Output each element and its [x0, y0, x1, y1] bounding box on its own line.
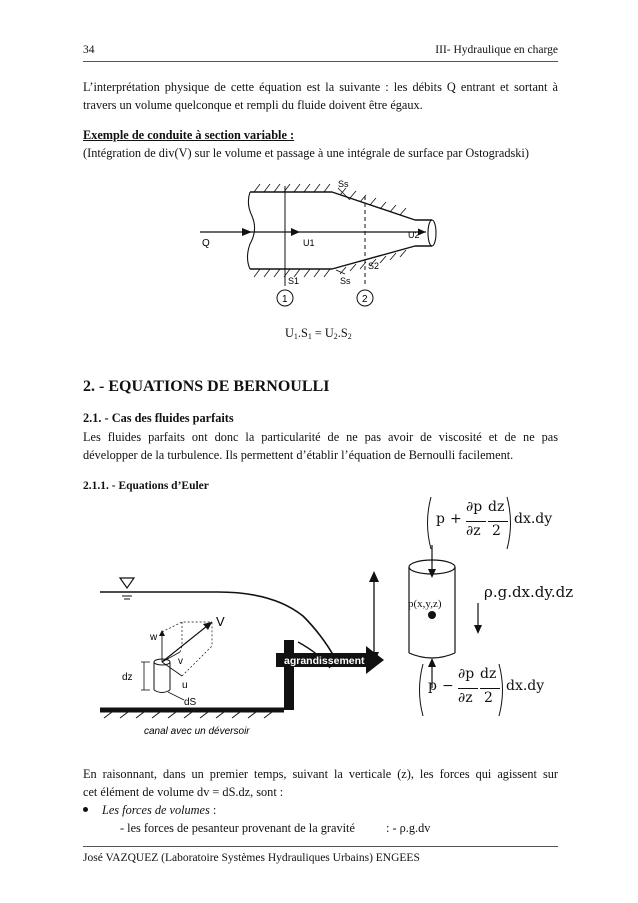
top-formula-p: p — [436, 511, 445, 527]
bottom-formula-bar-1 — [458, 688, 478, 689]
big-v-label: V — [216, 614, 225, 629]
element-bottom — [154, 690, 170, 693]
intro-line-2: travers un volume quelconque et rempli du fluide doivent être égaux. — [83, 98, 423, 112]
chapter-title: III- Hydraulique en charge — [435, 44, 558, 56]
bullet-dot — [83, 807, 88, 812]
top-formula-bar-1 — [466, 521, 486, 522]
free-surface-triangle — [120, 578, 134, 588]
s2-label: S2 — [368, 261, 380, 271]
u1-label: U1 — [303, 238, 315, 248]
bottom-formula-two: 2 — [484, 690, 493, 706]
dz-label: dz — [122, 672, 133, 683]
top-formula-dz-den: ∂z — [466, 523, 481, 539]
w-arrowhead — [159, 630, 165, 636]
q-label: Q — [202, 238, 210, 249]
u1-arrowhead — [291, 228, 300, 236]
example-subtitle: (Intégration de div(V) sur le volume et passage à une intégrale de surface par Ostogradski) — [83, 146, 529, 160]
v-label: v — [178, 656, 183, 667]
w-label: w — [150, 632, 158, 643]
bottom-formula-op: − — [442, 678, 454, 694]
zoom-label: agrandissement — [284, 655, 365, 667]
ds-leader — [168, 692, 184, 700]
ds-label: dS — [184, 697, 197, 708]
weight-label: ρ.g.dx.dy.dz — [484, 583, 574, 601]
pipe-converging-top — [332, 192, 415, 220]
section-2-1-1-title: 2.1.1. - Equations d’Euler — [83, 480, 209, 492]
ss-bottom-label: Ss — [340, 276, 351, 286]
u2-label: U2 — [408, 230, 420, 240]
canal-caption: canal avec un déversoir — [144, 726, 250, 737]
sub-item: - les forces de pesanteur provenant de la gravité — [120, 821, 355, 835]
center-label: p(x,y,z) — [408, 598, 442, 610]
s1-label: S1 — [288, 276, 300, 286]
bottom-formula-tail: dx.dy — [506, 678, 545, 694]
ss-top-label: Ss — [338, 179, 349, 189]
reasoning-line-1: En raisonnant, dans un premier temps, suivant la verticale (z), les forces qui agissent sur — [83, 767, 558, 781]
section-2-1-line-2: développer de la turbulence. Ils permettent d’établir l’équation de Bernoulli facilement. — [83, 448, 514, 462]
page-number: 34 — [83, 44, 95, 56]
section-2-title: 2. - EQUATIONS DE BERNOULLI — [83, 378, 330, 395]
vertical-double-arrow — [366, 570, 382, 664]
bottom-formula-p: p — [428, 678, 437, 694]
bullet-item — [83, 802, 216, 820]
bottom-formula-dz: dz — [480, 666, 497, 682]
top-formula-paren-right — [506, 495, 514, 551]
section-2-1-title: 2.1. - Cas des fluides parfaits — [83, 411, 234, 425]
bottom-formula-dp: ∂p — [458, 666, 475, 682]
top-formula-tail: dx.dy — [514, 511, 553, 527]
bottom-pressure-formula — [416, 662, 556, 718]
formula-u2: U — [324, 326, 334, 340]
hatch-top-left — [254, 184, 330, 192]
center-point — [428, 611, 436, 619]
water-surface-curve — [218, 592, 336, 660]
formula-s1-sub: 1 — [307, 332, 312, 341]
hatch-converging-top — [340, 188, 406, 215]
flow-arrowhead — [242, 228, 252, 236]
pipe-outlet — [428, 220, 436, 246]
header-rule — [83, 61, 558, 62]
footer-rule — [83, 846, 558, 847]
bullet-text: Les forces de volumes — [102, 803, 210, 817]
bottom-formula-bar-2 — [480, 688, 500, 689]
bottom-formula-paren-right — [498, 662, 506, 718]
sub-item-value: : - ρ.g.dv — [386, 821, 431, 835]
formula-u2-sub: 2 — [333, 332, 338, 341]
section-1-number: 1 — [282, 294, 288, 305]
u-label: u — [182, 680, 188, 691]
top-pressure-formula — [424, 495, 564, 551]
weir — [284, 640, 294, 710]
formula-s1: S — [300, 326, 308, 340]
formula-s2: S — [340, 326, 348, 340]
footer-text: José VAZQUEZ (Laboratoire Systèmes Hydrauliques Urbains) ENGEES — [83, 852, 420, 864]
example-title: Exemple de conduite à section variable : — [83, 128, 295, 142]
canal-figure — [98, 568, 390, 743]
section-2-number: 2 — [362, 294, 368, 305]
section-2-1-line-1: Les fluides parfaits ont donc la particularité de ne pas avoir de viscosité et de ne pas — [83, 430, 558, 444]
gravity-arrowhead — [474, 625, 482, 634]
top-formula-two: 2 — [492, 523, 501, 539]
top-formula-paren-left — [424, 495, 432, 551]
bottom-formula-dz-den: ∂z — [458, 690, 473, 706]
pipe-figure — [150, 174, 440, 324]
formula-u1-sub: 1 — [293, 332, 298, 341]
pipe-break-left — [248, 192, 255, 269]
bottom-formula-paren-left — [416, 662, 424, 718]
intro-line-1: L’interprétation physique de cette équation est la suivante : les débits Q entrant et sortant à — [83, 80, 558, 94]
top-formula-bar-2 — [488, 521, 508, 522]
reasoning-line-2: cet élément de volume dv = dS.dz, sont : — [83, 785, 284, 799]
top-formula-dp: ∂p — [466, 499, 483, 515]
formula-u1: U — [285, 326, 294, 340]
continuity-formula: U1.S1 = U2.S2 — [285, 326, 352, 341]
top-formula-op: + — [450, 511, 462, 527]
bullet-tail: : — [209, 803, 217, 817]
formula-s2-sub: 2 — [347, 332, 352, 341]
top-formula-dz: dz — [488, 499, 505, 515]
bed-hatch — [104, 712, 272, 718]
